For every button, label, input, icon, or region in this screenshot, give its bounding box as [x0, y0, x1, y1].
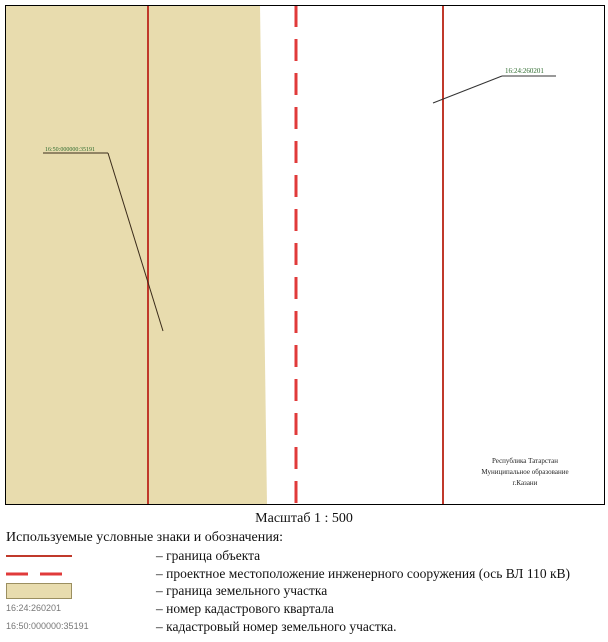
parcel-number-sample: 16:50:000000:35191 — [6, 621, 89, 631]
parcel-cadastral-number: 16:50:000000:35191 — [45, 147, 96, 153]
legend-item-land-parcel — [6, 583, 606, 599]
legend-item-quarter-number — [6, 601, 606, 617]
legend-item-label: – проектное местоположение инженерного сооружения (ось ВЛ 110 кВ) — [156, 566, 571, 581]
legend-item-parcel-number — [6, 619, 606, 635]
legend-item-label: – граница земельного участка — [156, 583, 328, 598]
red-solid-line-symbol — [6, 548, 72, 564]
legend-item-power-line-axis — [6, 566, 606, 582]
region-caption-line2: Муниципальное образование — [481, 468, 569, 476]
cadastral-map — [5, 5, 605, 505]
map-scale: Масштаб 1 : 500 — [255, 511, 353, 526]
quarter-number-sample: 16:24:260201 — [6, 603, 62, 613]
legend-item-label: – номер кадастрового квартала — [156, 601, 334, 616]
cadastral-quarter-number: 16:24:260201 — [505, 67, 544, 75]
legend-item-label: – кадастровый номер земельного участка. — [156, 619, 397, 634]
legend-item-object-boundary — [6, 548, 606, 564]
region-caption-line1: Республика Татарстан — [491, 457, 559, 465]
legend-title: Используемые условные знаки и обозначения: — [6, 530, 284, 545]
legend-item-label: – граница объекта — [156, 548, 261, 563]
red-dashed-line-symbol — [6, 566, 72, 582]
land-parcel-area — [5, 5, 267, 505]
beige-rectangle-symbol — [6, 583, 72, 599]
region-caption-line3: г.Казани — [512, 479, 538, 487]
